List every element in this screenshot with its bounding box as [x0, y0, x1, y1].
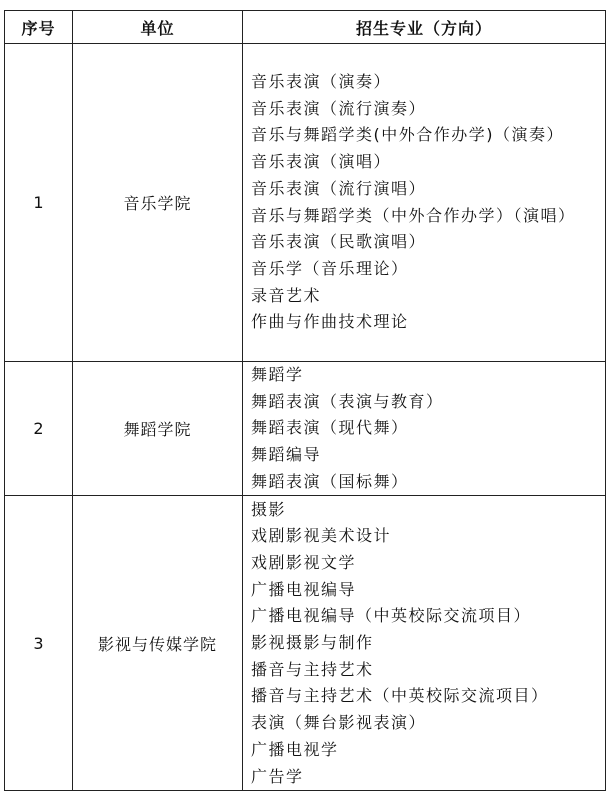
major-item: 戏剧影视美术设计 — [251, 526, 392, 546]
major-item: 摄影 — [251, 499, 287, 519]
major-item: 戏剧影视文学 — [251, 553, 357, 573]
row-majors — [243, 44, 606, 362]
major-item: 广播电视编导（中英校际交流项目） — [251, 606, 532, 626]
major-item: 音乐表演（民歌演唱） — [251, 232, 427, 252]
major-item: 广播电视编导 — [251, 579, 357, 599]
major-item: 录音艺术 — [251, 285, 322, 305]
major-item: 舞蹈编导 — [251, 445, 322, 465]
row-unit: 舞蹈学院 — [73, 362, 243, 496]
majors-list — [243, 69, 605, 336]
majors-list — [243, 362, 605, 495]
header-index: 序号 — [5, 11, 73, 44]
majors-list — [243, 497, 605, 791]
admissions-table — [4, 10, 606, 791]
major-item: 音乐与舞蹈学类（中外合作办学）（演唱） — [251, 205, 576, 225]
major-item: 广告学 — [251, 766, 304, 786]
major-item: 舞蹈学 — [251, 365, 304, 384]
major-item: 音乐与舞蹈学类(中外合作办学)（演奏） — [251, 125, 564, 145]
major-item: 播音与主持艺术 — [251, 659, 374, 679]
major-item: 表演（舞台影视表演） — [251, 713, 427, 733]
header-unit: 单位 — [73, 11, 243, 44]
major-item: 作曲与作曲技术理论 — [251, 312, 409, 332]
major-item: 影视摄影与制作 — [251, 633, 374, 653]
major-item: 音乐学（音乐理论） — [251, 258, 409, 278]
row-majors — [243, 496, 606, 791]
major-item: 播音与主持艺术（中英校际交流项目） — [251, 686, 549, 706]
major-item: 舞蹈表演（表演与教育） — [251, 391, 444, 411]
major-item: 舞蹈表演（现代舞） — [251, 418, 409, 438]
table-row — [5, 362, 606, 496]
row-index: 3 — [5, 496, 73, 791]
major-item: 音乐表演（演奏） — [251, 72, 392, 92]
header-majors: 招生专业（方向） — [243, 11, 606, 44]
table-row — [5, 44, 606, 362]
major-item: 音乐表演（演唱） — [251, 152, 392, 172]
row-majors — [243, 362, 606, 496]
major-item: 音乐表演（流行演唱） — [251, 178, 427, 198]
major-item: 广播电视学 — [251, 739, 339, 759]
row-index: 2 — [5, 362, 73, 496]
table-row — [5, 496, 606, 791]
row-index: 1 — [5, 44, 73, 362]
major-item: 舞蹈表演（国标舞） — [251, 471, 409, 491]
header-row — [5, 11, 606, 44]
major-item: 音乐表演（流行演奏） — [251, 98, 427, 118]
row-unit: 影视与传媒学院 — [73, 496, 243, 791]
row-unit: 音乐学院 — [73, 44, 243, 362]
